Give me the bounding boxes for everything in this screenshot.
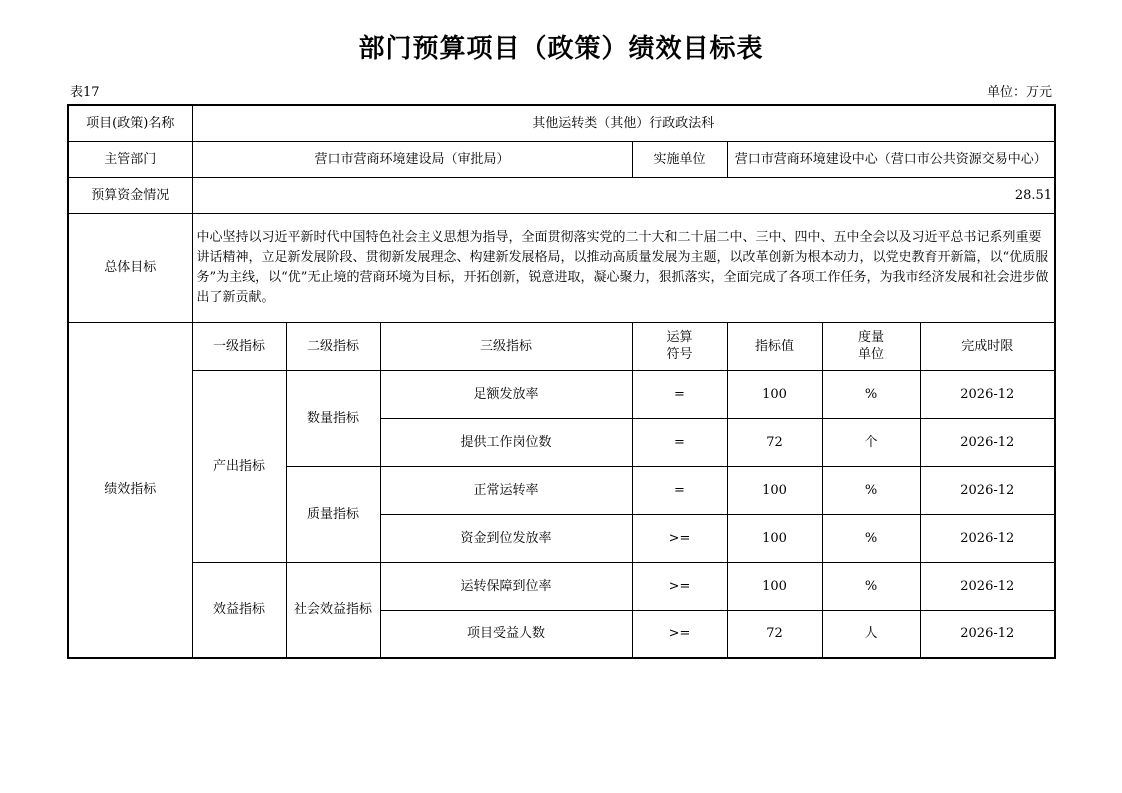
indicator-unit: %: [822, 514, 920, 562]
indicator-name: 提供工作岗位数: [380, 418, 632, 466]
overall-goal-text: 中心坚持以习近平新时代中国特色社会主义思想为指导，全面贯彻落实党的二十大和二十届二中、三中、四中、五中全会以及习近平总书记系列重要讲话精神，立足新发展阶段、贯彻新发展理念、构建新发展格局，以推动高质量发展为主题，以改革创新为根本动力，以党史教育开新篇，以“优质服务”为主线，以“优”无止境的营商环境为目标，开拓创新，锐意进取，凝心聚力，狠抓落实，全面完成了各项工作任务，为我市经济发展和社会进步做出了新贡献。: [192, 213, 1055, 322]
overall-goal-row: [68, 213, 1055, 322]
header-unit: 度量 单位: [822, 322, 920, 370]
page-title: 部门预算项目（政策）绩效目标表: [358, 34, 764, 64]
header-operator: 运算 符号: [632, 322, 727, 370]
indicator-operator: =: [632, 370, 727, 418]
group-quality: 质量指标: [286, 466, 380, 562]
header-level2: 二级指标: [286, 322, 380, 370]
indicator-operator: =: [632, 418, 727, 466]
indicator-name: 项目受益人数: [380, 610, 632, 658]
table-number: 表17: [70, 85, 100, 100]
budget-fund-row: [68, 177, 1055, 213]
project-name-label: 项目(政策)名称: [68, 105, 192, 141]
department-value: 营口市营商环境建设局（审批局）: [192, 141, 632, 177]
table-row: [68, 370, 1055, 418]
group-quantity: 数量指标: [286, 370, 380, 466]
indicator-deadline: 2026-12: [920, 562, 1055, 610]
header-level3: 三级指标: [380, 322, 632, 370]
table-row: [68, 562, 1055, 610]
performance-indicator-label: 绩效指标: [68, 322, 192, 658]
indicator-operator: >=: [632, 562, 727, 610]
indicator-value: 72: [727, 418, 822, 466]
performance-target-table: [67, 104, 1056, 659]
indicator-unit: %: [822, 466, 920, 514]
budget-fund-value: 28.51: [192, 177, 1055, 213]
group-benefit: 效益指标: [192, 562, 286, 658]
department-row: [68, 141, 1055, 177]
department-label: 主管部门: [68, 141, 192, 177]
indicator-deadline: 2026-12: [920, 466, 1055, 514]
indicator-name: 足额发放率: [380, 370, 632, 418]
indicator-deadline: 2026-12: [920, 418, 1055, 466]
indicator-name: 正常运转率: [380, 466, 632, 514]
indicator-unit: 人: [822, 610, 920, 658]
group-output: 产出指标: [192, 370, 286, 562]
group-social-benefit: 社会效益指标: [286, 562, 380, 658]
indicator-value: 100: [727, 562, 822, 610]
indicator-unit: %: [822, 562, 920, 610]
implementing-unit-value: 营口市营商环境建设中心（营口市公共资源交易中心）: [727, 141, 1055, 177]
indicator-operator: =: [632, 466, 727, 514]
header-value: 指标值: [727, 322, 822, 370]
indicator-unit: 个: [822, 418, 920, 466]
indicator-name: 运转保障到位率: [380, 562, 632, 610]
indicator-value: 100: [727, 466, 822, 514]
project-name-row: [68, 105, 1055, 141]
unit-label: 单位：万元: [986, 85, 1052, 100]
indicator-value: 100: [727, 370, 822, 418]
header-level1: 一级指标: [192, 322, 286, 370]
project-name-value: 其他运转类（其他）行政政法科: [192, 105, 1055, 141]
overall-goal-label: 总体目标: [68, 213, 192, 322]
indicator-unit: %: [822, 370, 920, 418]
indicator-header-row: [68, 322, 1055, 370]
indicator-deadline: 2026-12: [920, 610, 1055, 658]
budget-fund-label: 预算资金情况: [68, 177, 192, 213]
indicator-deadline: 2026-12: [920, 514, 1055, 562]
indicator-deadline: 2026-12: [920, 370, 1055, 418]
indicator-value: 100: [727, 514, 822, 562]
indicator-name: 资金到位发放率: [380, 514, 632, 562]
indicator-value: 72: [727, 610, 822, 658]
indicator-operator: >=: [632, 514, 727, 562]
implementing-unit-label: 实施单位: [632, 141, 727, 177]
indicator-operator: >=: [632, 610, 727, 658]
header-deadline: 完成时限: [920, 322, 1055, 370]
